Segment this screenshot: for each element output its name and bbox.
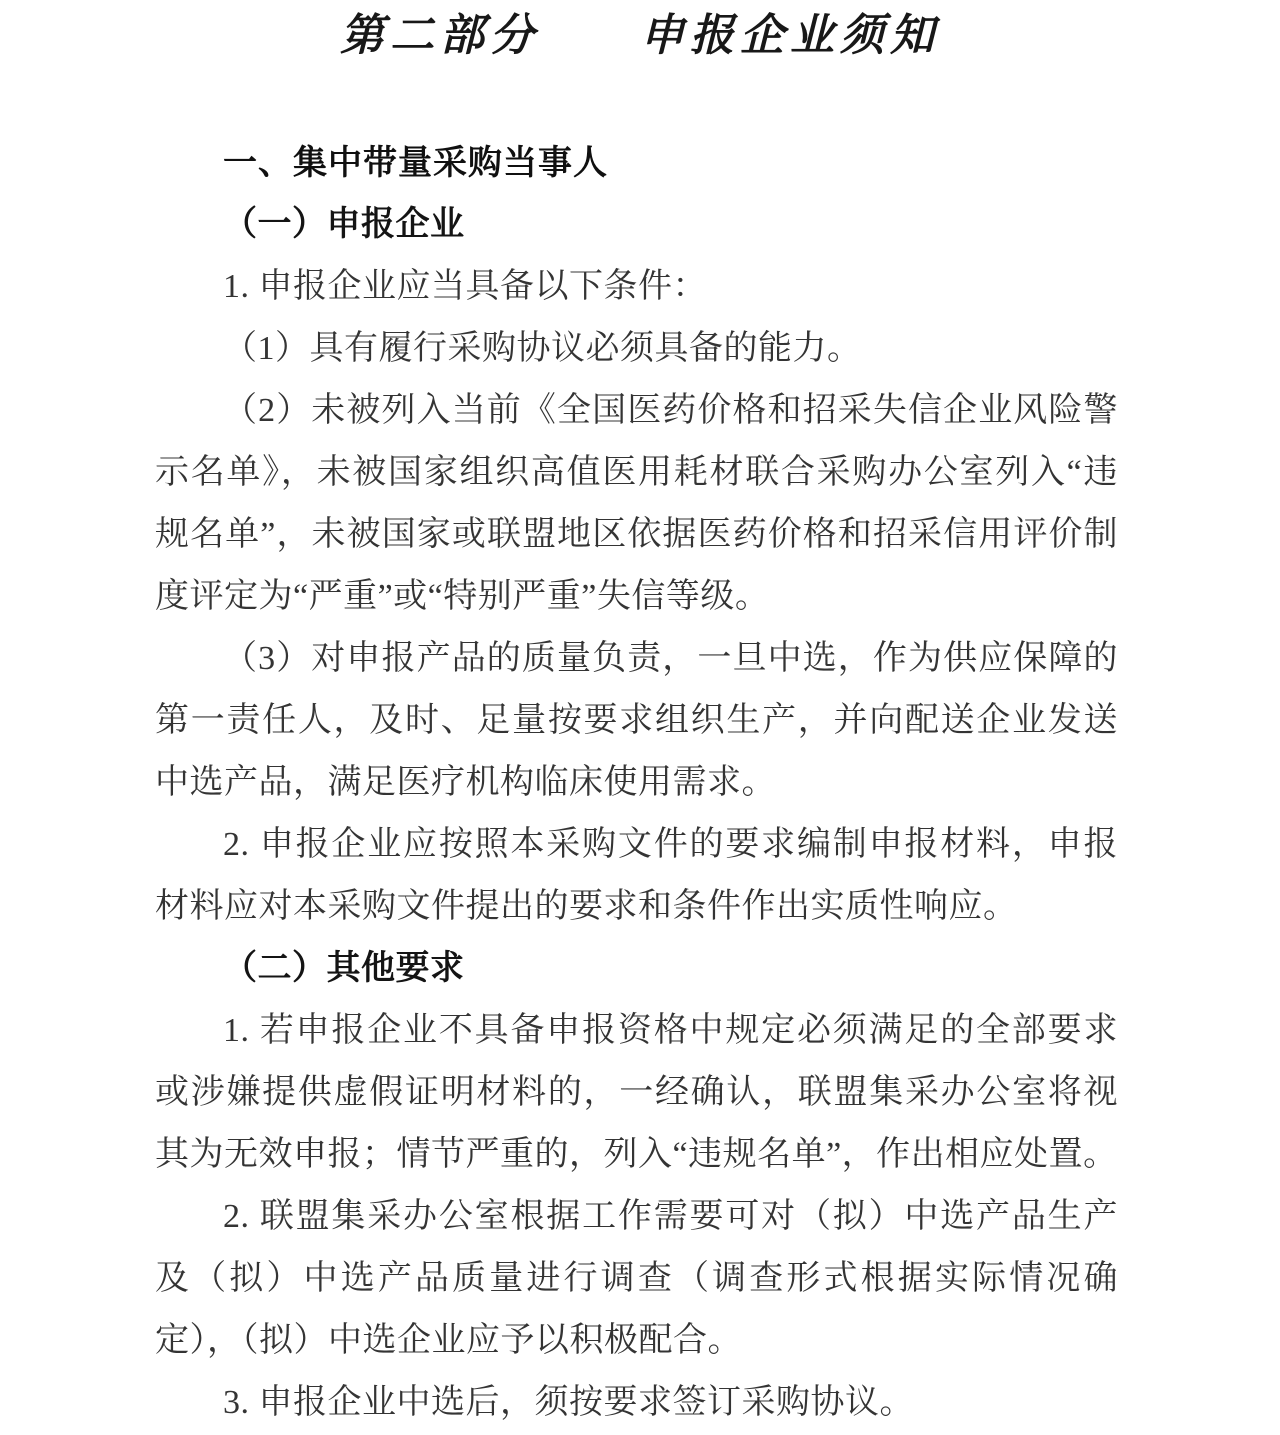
paragraph-invalid-declaration: 1. 若申报企业不具备申报资格中规定必须满足的全部要求或涉嫌提供虚假证明材料的，一经确认，联盟集采办公室将视其为无效申报；情节严重的，列入“违规名单”，作出相应处置。 <box>155 1012 1118 1173</box>
paragraph-condition-3: （3）对申报产品的质量负责，一旦中选，作为供应保障的第一责任人，及时、足量按要求组织生产，并向配送企业发送中选产品，满足医疗机构临床使用需求。 <box>155 640 1118 801</box>
paragraph-material-requirements: 2. 申报企业应按照本采购文件的要求编制申报材料，申报材料应对本采购文件提出的要求和条件作出实质性响应。 <box>155 826 1118 925</box>
subsection-heading-other-requirements: （二）其他要求 <box>223 950 465 987</box>
paragraph-condition-1: （1）具有履行采购协议必须具备的能力。 <box>223 330 862 367</box>
section-heading-parties: 一、集中带量采购当事人 <box>223 144 608 182</box>
subsection-heading-declaring-enterprise: （一）申报企业 <box>223 206 465 243</box>
paragraph-quality-investigation: 2. 联盟集采办公室根据工作需要可对（拟）中选产品生产及（拟）中选产品质量进行调查（调查形式根据实际情况确定），（拟）中选企业应予以积极配合。 <box>155 1198 1118 1359</box>
document-body <box>0 132 1280 1434</box>
paragraph-sign-agreement: 3. 申报企业中选后，须按要求签订采购协议。 <box>223 1384 914 1421</box>
paragraph-condition-2: （2）未被列入当前《全国医药价格和招采失信企业风险警示名单》，未被国家组织高值医用耗材联合采购办公室列入“违规名单”，未被国家或联盟地区依据医药价格和招采信用评价制度评定为“严重”或“特别严重”失信等级。 <box>155 392 1118 615</box>
paragraph-conditions-intro: 1. 申报企业应当具备以下条件： <box>223 268 707 305</box>
page-title: 第二部分 申报企业须知 <box>340 11 940 60</box>
